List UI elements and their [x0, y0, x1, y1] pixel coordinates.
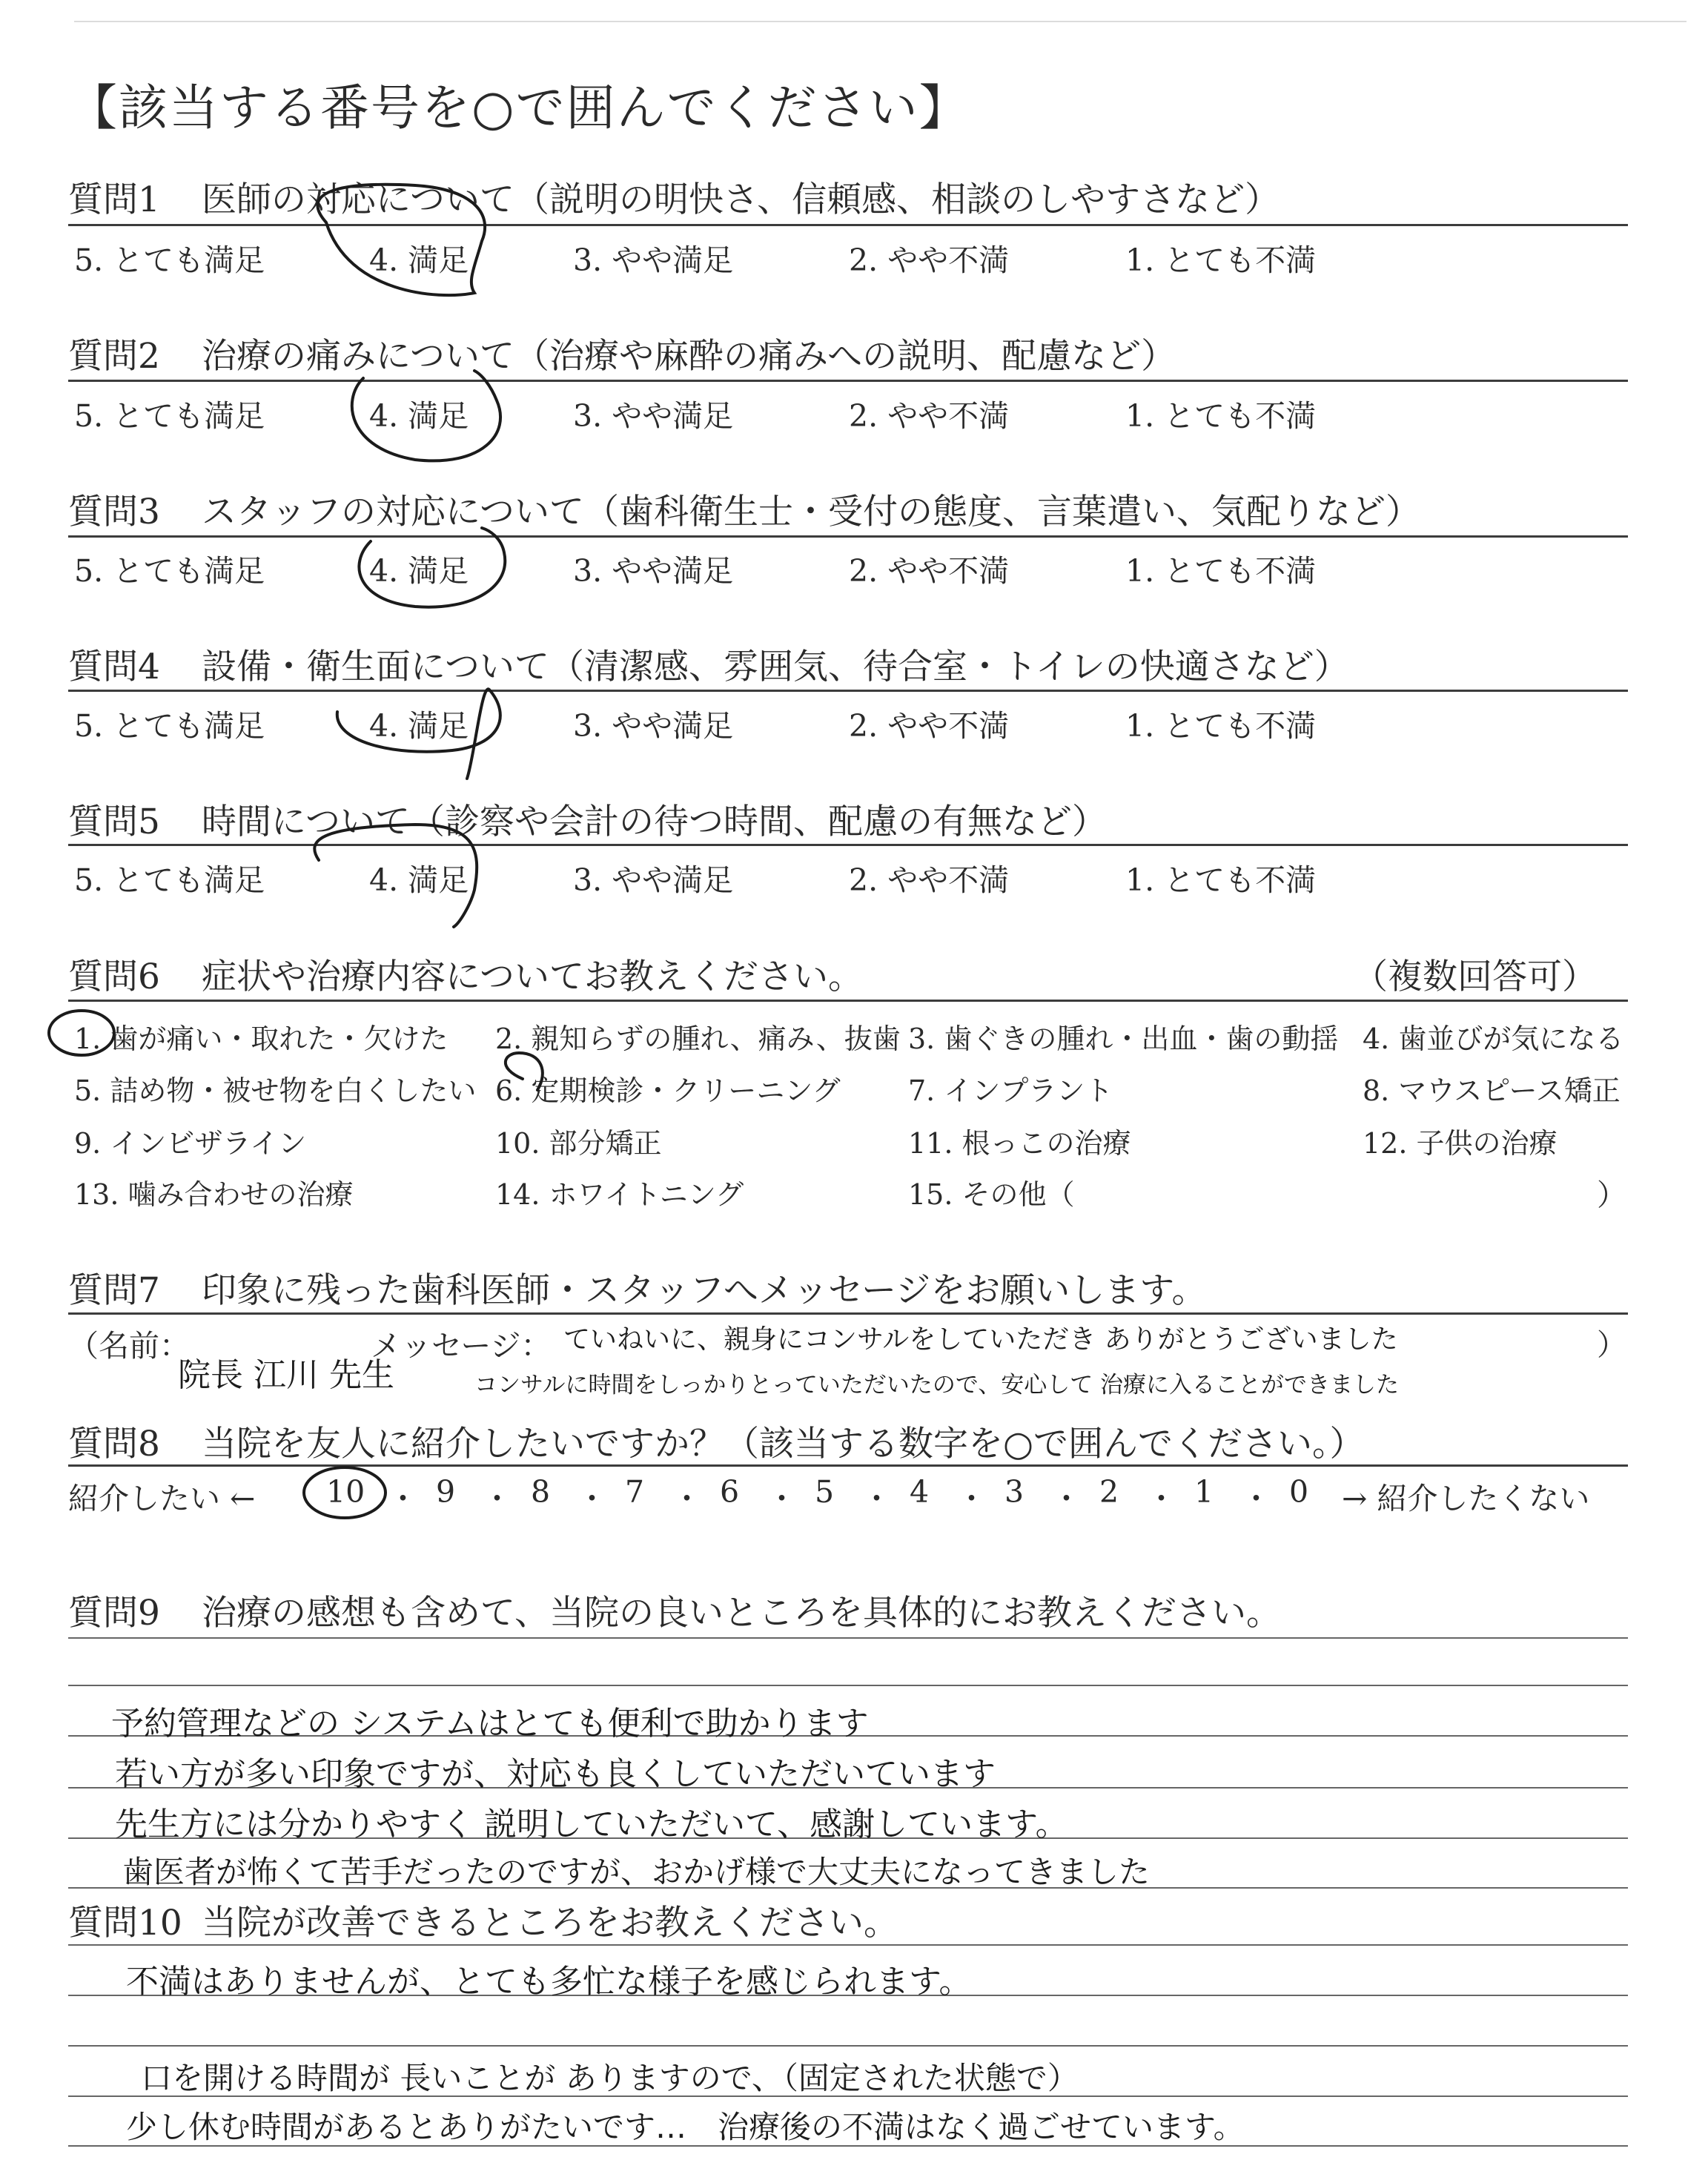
option-very-dissatisfied[interactable]: 1. とても不満 — [1125, 862, 1317, 898]
question-number: 質問6 — [68, 957, 160, 997]
scale-option-8[interactable]: 8 — [531, 1474, 551, 1510]
scale-dot: ・ — [577, 1481, 607, 1516]
option-somewhat-satisfied[interactable]: 3. やや満足 — [573, 242, 734, 278]
question-number: 質問9 — [68, 1593, 160, 1634]
option-satisfied[interactable]: 4. 満足 — [369, 708, 469, 744]
symptom-option-2[interactable]: 2. 親知らずの腫れ、痛み、抜歯 — [495, 1023, 901, 1055]
scale-dot: ・ — [1146, 1481, 1176, 1516]
option-very-satisfied[interactable]: 5. とても満足 — [74, 553, 265, 589]
option-satisfied[interactable]: 4. 満足 — [369, 398, 469, 434]
question-6-title — [68, 949, 863, 999]
option-very-satisfied[interactable]: 5. とても満足 — [74, 398, 265, 434]
option-somewhat-dissatisfied[interactable]: 2. やや不満 — [849, 862, 1010, 898]
question-7-title — [68, 1263, 1206, 1312]
question-number: 質問5 — [68, 802, 160, 842]
symptom-option-11[interactable]: 11. 根っこの治療 — [908, 1127, 1131, 1160]
handwritten-answer-9-line-1: 予約管理などの システムはとても便利で助かります — [111, 1705, 869, 1743]
question-text: 設備・衛生面について（清潔感、雰囲気、待合室・トイレの快適さなど） — [202, 647, 1349, 687]
question-7-rule — [68, 1312, 1628, 1315]
question-number: 質問3 — [68, 492, 160, 532]
scale-dot: ・ — [767, 1481, 797, 1516]
name-label: （名前： — [68, 1328, 190, 1364]
question-text: 医師の対応について（説明の明快さ、信頼感、相談のしやすさなど） — [202, 179, 1280, 220]
option-somewhat-dissatisfied[interactable]: 2. やや不満 — [849, 553, 1010, 589]
question-3-rule — [68, 535, 1628, 538]
question-text: 当院が改善できるところをお教えください。 — [202, 1903, 898, 1943]
question-4-rule — [68, 690, 1628, 692]
option-satisfied[interactable]: 4. 満足 — [369, 553, 469, 589]
scale-dot: ・ — [1241, 1481, 1271, 1516]
question-10-title — [68, 1895, 898, 1945]
scale-right-label: → 紹介したくない — [1342, 1481, 1590, 1516]
other-closing-paren: ） — [1597, 1178, 1626, 1212]
page-heading: 【該当する番号を○で囲んでください】 — [68, 79, 970, 136]
symptom-option-3[interactable]: 3. 歯ぐきの腫れ・出血・歯の動揺 — [908, 1023, 1339, 1055]
question-2-title — [68, 328, 1176, 378]
scale-option-7[interactable]: 7 — [625, 1474, 645, 1510]
symptom-option-4[interactable]: 4. 歯並びが気になる — [1363, 1023, 1624, 1055]
question-5-rule — [68, 844, 1628, 846]
question-1-title — [68, 172, 1280, 222]
handwritten-staff-name: 院長 江川 先生 — [178, 1356, 394, 1394]
handwritten-answer-9-line-4: 歯医者が怖くて苦手だったのですが、おかげ様で大丈夫になってきました — [122, 1854, 1151, 1890]
option-somewhat-dissatisfied[interactable]: 2. やや不満 — [849, 242, 1010, 278]
question-text: 時間について（診察や会計の待つ時間、配慮の有無など） — [202, 802, 1108, 842]
scale-dot: ・ — [861, 1481, 892, 1516]
handwritten-message-line-1: ていねいに、親身にコンサルをしていただき ありがとうございました — [563, 1324, 1398, 1355]
question-1-rule — [68, 224, 1628, 226]
symptom-option-1[interactable]: 1. 歯が痛い・取れた・欠けた — [74, 1023, 448, 1055]
answer-line — [68, 1944, 1628, 1946]
answer-line — [68, 2045, 1628, 2047]
symptom-option-15[interactable]: 15. その他（ — [908, 1178, 1075, 1211]
scale-dot: ・ — [388, 1481, 418, 1516]
scale-option-3[interactable]: 3 — [1004, 1474, 1025, 1510]
scale-option-9[interactable]: 9 — [436, 1474, 456, 1510]
option-somewhat-satisfied[interactable]: 3. やや満足 — [573, 398, 734, 434]
symptom-option-6[interactable]: 6. 定期検診・クリーニング — [495, 1074, 841, 1107]
option-very-satisfied[interactable]: 5. とても満足 — [74, 242, 265, 278]
scale-option-1[interactable]: 1 — [1194, 1474, 1214, 1510]
answer-line — [68, 1685, 1628, 1686]
option-somewhat-satisfied[interactable]: 3. やや満足 — [573, 862, 734, 898]
handwritten-answer-10-line-3: 少し休む時間があるとありがたいです… 治療後の不満はなく過ごせています。 — [126, 2109, 1245, 2145]
scale-dot: ・ — [956, 1481, 987, 1516]
option-satisfied[interactable]: 4. 満足 — [369, 862, 469, 898]
question-number: 質問4 — [68, 647, 160, 687]
question-text: 当院を友人に紹介したいですか？（該当する数字を○で囲んでください。） — [202, 1424, 1365, 1464]
symptom-option-14[interactable]: 14. ホワイトニング — [495, 1178, 744, 1211]
question-number: 質問2 — [68, 336, 160, 377]
option-very-dissatisfied[interactable]: 1. とても不満 — [1125, 708, 1317, 744]
handwritten-message-line-2: コンサルに時間をしっかりとっていただいたので、安心して 治療に入ることができました — [474, 1372, 1400, 1398]
option-very-dissatisfied[interactable]: 1. とても不満 — [1125, 398, 1317, 434]
option-satisfied[interactable]: 4. 満足 — [369, 242, 469, 278]
scale-option-4[interactable]: 4 — [910, 1474, 930, 1510]
question-5-title — [68, 794, 1107, 844]
question-number: 質問7 — [68, 1270, 160, 1311]
message-label: メッセージ： — [371, 1328, 552, 1364]
question-text: 治療の感想も含めて、当院の良いところを具体的にお教えください。 — [202, 1593, 1282, 1634]
question-2-rule — [68, 380, 1628, 382]
symptom-option-10[interactable]: 10. 部分矯正 — [495, 1127, 662, 1160]
question-number: 質問8 — [68, 1424, 160, 1464]
question-6-rule — [68, 1000, 1628, 1002]
scale-dot: ・ — [482, 1481, 512, 1516]
handwritten-answer-9-line-2: 若い方が多い印象ですが、対応も良くしていただいています — [115, 1755, 996, 1793]
symptom-option-12[interactable]: 12. 子供の治療 — [1363, 1127, 1558, 1160]
option-somewhat-dissatisfied[interactable]: 2. やや不満 — [849, 398, 1010, 434]
question-text: 症状や治療内容についてお教えください。 — [202, 957, 864, 997]
option-very-satisfied[interactable]: 5. とても満足 — [74, 862, 265, 898]
option-somewhat-satisfied[interactable]: 3. やや満足 — [573, 553, 734, 589]
scale-dot: ・ — [672, 1481, 702, 1516]
handwritten-answer-9-line-3: 先生方には分かりやすく 説明していただいて、感謝しています。 — [115, 1806, 1068, 1843]
question-text: スタッフの対応について（歯科衛生士・受付の態度、言葉遣い、気配りなど） — [202, 492, 1421, 532]
option-very-dissatisfied[interactable]: 1. とても不満 — [1125, 242, 1317, 278]
symptom-option-5[interactable]: 5. 詰め物・被せ物を白くしたい — [74, 1074, 477, 1107]
scale-option-2[interactable]: 2 — [1099, 1474, 1119, 1510]
message-closing-paren: ） — [1597, 1328, 1626, 1362]
question-3-title — [68, 484, 1420, 534]
question-9-title — [68, 1585, 1281, 1635]
scale-option-10[interactable]: 10 — [326, 1474, 365, 1510]
symptom-option-9[interactable]: 9. インビザライン — [74, 1127, 307, 1160]
question-4-title — [68, 639, 1349, 689]
scale-option-0[interactable]: 0 — [1289, 1474, 1309, 1510]
option-very-dissatisfied[interactable]: 1. とても不満 — [1125, 553, 1317, 589]
multiple-answers-note: （複数回答可） — [1353, 957, 1597, 997]
scale-option-6[interactable]: 6 — [720, 1474, 740, 1510]
question-8-rule — [68, 1464, 1628, 1467]
scale-left-label: 紹介したい ← — [68, 1481, 256, 1516]
option-somewhat-dissatisfied[interactable]: 2. やや不満 — [849, 708, 1010, 744]
scale-dot: ・ — [1051, 1481, 1082, 1516]
scale-option-5[interactable]: 5 — [815, 1474, 835, 1510]
question-number: 質問1 — [68, 179, 160, 220]
symptom-option-7[interactable]: 7. インプラント — [908, 1074, 1113, 1107]
option-very-satisfied[interactable]: 5. とても満足 — [74, 708, 265, 744]
question-8-title — [68, 1416, 1365, 1466]
answer-line — [68, 1637, 1628, 1639]
option-somewhat-satisfied[interactable]: 3. やや満足 — [573, 708, 734, 744]
symptom-option-8[interactable]: 8. マウスピース矯正 — [1363, 1074, 1621, 1107]
top-border — [74, 21, 1687, 22]
symptom-option-13[interactable]: 13. 噛み合わせの治療 — [74, 1178, 354, 1211]
handwritten-answer-10-line-1: 不満はありませんが、とても多忙な様子を感じられます。 — [126, 1963, 972, 2001]
question-text: 治療の痛みについて（治療や麻酔の痛みへの説明、配慮など） — [202, 336, 1176, 377]
question-text: 印象に残った歯科医師・スタッフへメッセージをお願いします。 — [202, 1270, 1207, 1311]
handwritten-answer-10-line-2: 口を開ける時間が 長いことが ありますので、（固定された状態で） — [141, 2060, 1079, 2096]
question-number: 質問10 — [68, 1903, 182, 1943]
